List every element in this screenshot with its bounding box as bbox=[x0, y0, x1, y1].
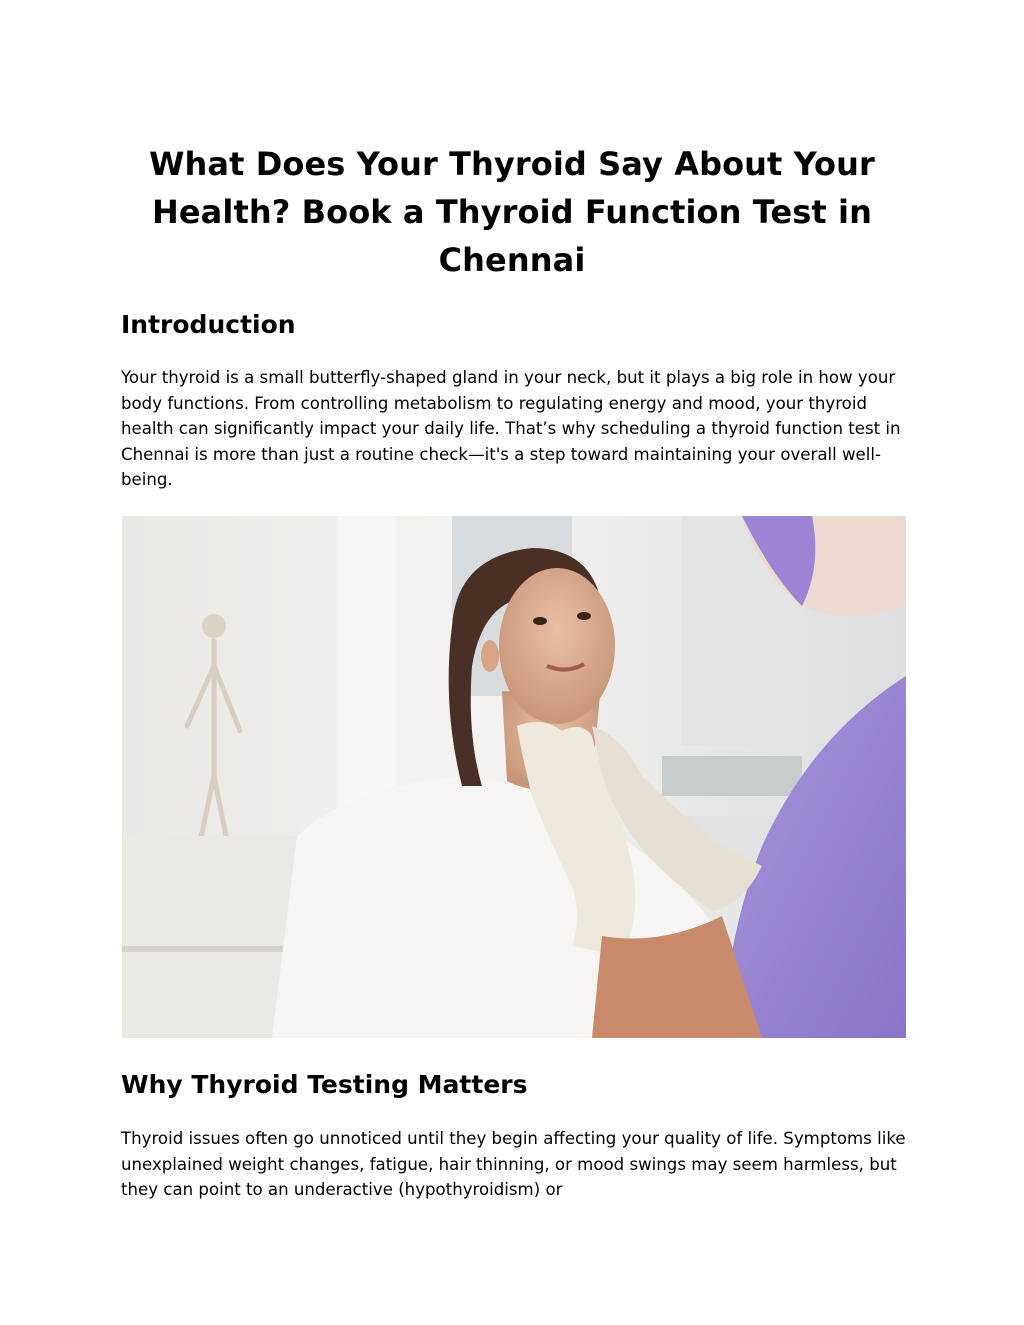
page-title: What Does Your Thyroid Say About Your Health? Book a Thyroid Function Test in Chennai bbox=[149, 145, 875, 279]
section-body-why-thyroid-testing: Thyroid issues often go unnoticed until they begin affecting your quality of life. Symptoms like unexplained weight changes, fatigue, hair thinning, or mood swings may seem harmless, but they can point to an underactive (hypothyroidism) or bbox=[121, 1129, 906, 1200]
photo-illustration bbox=[122, 516, 906, 1038]
doctor-examining-patient-neck-photo bbox=[122, 516, 906, 1038]
section-heading-introduction: Introduction bbox=[121, 310, 296, 339]
section-heading-why-thyroid-testing: Why Thyroid Testing Matters bbox=[121, 1070, 528, 1099]
section-body-introduction: Your thyroid is a small butterfly-shaped gland in your neck, but it plays a big role in how your body functions. From controlling metabolism to regulating energy and mood, your thyroid health can significantly impact your daily life. That’s why scheduling a thyroid function test in Chennai is more than just a routine check—it's a step toward maintaining your overall well-being. bbox=[121, 368, 901, 490]
